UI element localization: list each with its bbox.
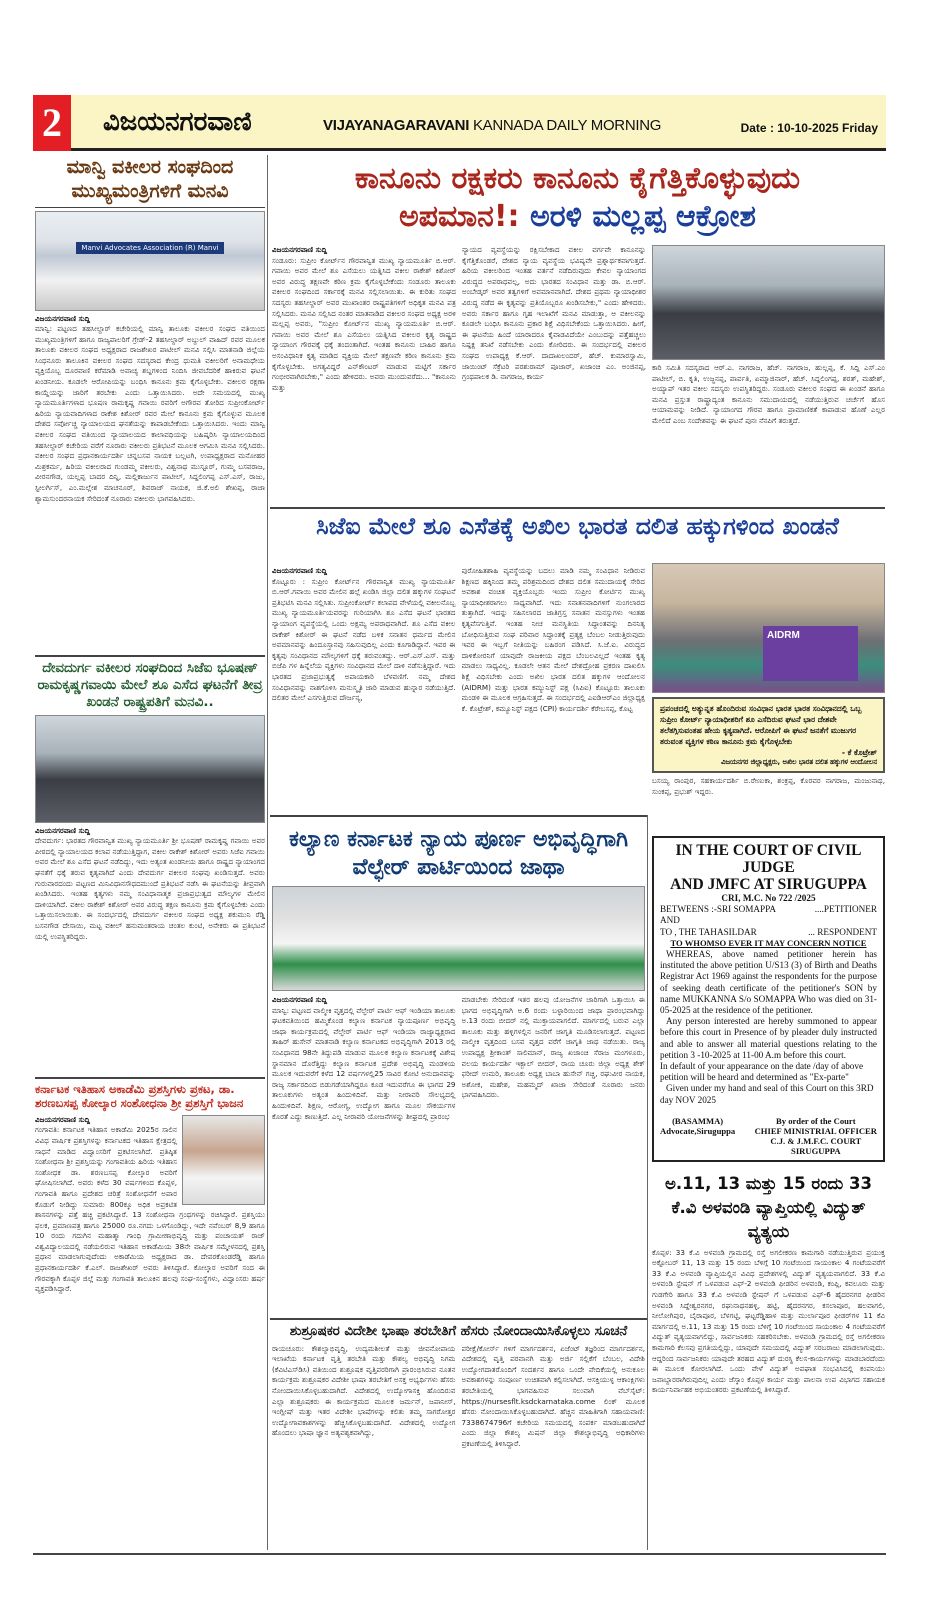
column-divider [647, 815, 648, 1550]
story-text: ಮಾನ್ವಿ: ಪಟ್ಟಣದ ತಹಸೀಲ್ದಾರ್ ಕಚೇರಿಯಲ್ಲಿ ಮಾನ್ವಿ ತಾಲೂಕು ವಕೀಲರ ಸಂಘದ ವತಿಯಿಂದ ಮುಖ್ಯಮಂತ್ರಿಗಳಿಗೆ ಹಾಗೂ ರಾಜ್ಯಪಾಲರಿಗೆ ಗ್ರೇಡ್-2 ತಹಸೀಲ್ದಾರ್ ಅಬ್ದುಲ್ ವಾಹಿದ್ ರವರ ಮೂಲಕ ತಾಲೂಕು ವಕೀಲರ ಸಂಘದ ಅಧ್ಯಕ್ಷರಾದ ರಾಜಶೇಖರ ಪಾಟೀಲ್ ಮನವಿ ಸಲ್ಲಿಸಿ ಮಾತನಾಡಿ ಜಿಲ್ಲೆಯ ಸಿಂಧನೂರು ತಾಲೂಕಿನ ವಕೀಲರ ಸಂಘದ ಸದಸ್ಯರಾದ ಕೇಂದ್ರ ಧುಮತಿ ವಕೀಲರಿಗೆ ಅನಾಮಧೇಯ ವ್ಯಕ್ತಿಯೊಬ್ಬ ದೂರವಾಣಿ ಕರೆಮಾಡಿ ಅವಾಚ್ಯ ಶಬ್ದಗಳಿಂದ ನಿಂದಿಸಿ ಜೀವಬೆದರಿಕೆ ಹಾಕಿರುವ ಘಟನೆ ಖಂಡನೀಯ. ಕೂಡಲೇ ಆರೋಪಿಯನ್ನು ಬಂಧಿಸಿ ಕಾನೂನು ಕ್ರಮ ಕೈಗೊಳ್ಳಬೇಕು. ವಕೀಲರ ರಕ್ಷಣಾ ಕಾಯ್ದೆಯನ್ನು ಜಾರಿಗೆ ತರಬೇಕು ಎಂದು ಒತ್ತಾಯಿಸಿದರು. ಅದೇ ಸಮಯದಲ್ಲಿ ಮುಖ್ಯ ನ್ಯಾಯಮೂರ್ತಿಗಳಾದ ಭೂಷಣ ರಾಮಕೃಷ್ಣ ಗವಾಯಿ ರವರಿಗೆ ಅಗೌರವ ತೋರಿದ ಸುಪ್ರೀಂಕೋರ್ಟ್ ಹಿರಿಯ ನ್ಯಾಯವಾದಿಗಳಾದ ರಾಕೇಶ ಕಿಶೋರ್ ರವರ ಮೇಲೆ ಕಾನೂನು ಕ್ರಮ ಕೈಗೊಳ್ಳುವ ಮೂಲಕ ದೇಶದ ಸರ್ವೋಚ್ಚ ನ್ಯಾಯಾಲಯದ ಘನತೆಯನ್ನು ಕಾಪಾಡಬೇಕೆಂದು ಒತ್ತಾಯಿಸಿದರು. ಇಂದು ಮಾನ್ವಿ ವಕೀಲರ ಸಂಘದ ವತಿಯಿಂದ ನ್ಯಾಯಾಲಯದ ಕಾಲಾವಧಿಯನ್ನು ಬಹಿಷ್ಕರಿಸಿ ನ್ಯಾಯಾಲಯದಿಂದ ತಹಸೀಲ್ದಾರ್ ಕಚೇರಿಯ ವರೆಗೆ ನೂರಾರು ವಕೀಲರು ಪ್ರತಿಭಟನೆ ಮೂಲಕ ಆಗಮಿಸಿ ಮನವಿ ಸಲ್ಲಿಸಿದರು. ವಕೀಲರ ಸಂಘದ ಪ್ರಧಾನಕಾರ್ಯದರ್ಶಿ ಚನ್ನಬಸವ ನಾಯಕ ಬಲ್ಲಟಗಿ, ಉಪಾಧ್ಯಕ್ಷರಾದ ಮನೋಹರ ಮಿಶ್ರಕರ್ಮ, ಹಿರಿಯ ವಕೀಲರಾದ ಗುಂಡಮ್ಮ ವಕೀಲರು, ವಿಶ್ವನಾಥ ಮುಸ್ಟೂರ್, ಗುಮ್ಮ ಬಸವರಾಜ, ವೀರನಗೌಡ, ಯಲ್ಲಪ್ಪ ಬಾದರ ದಿನ್ನಿ, ಮಲ್ಲಿಕಾರ್ಜುನ ಪಾಟೀಲ್, ಸಿದ್ದಲಿಂಗಪ್ಪ ಎಸ್.ಎಸ್, ರಾಜು, ಸ್ಟೀಲರ್ಗಿಸ್, ಎಂ.ಮಲ್ಲೇಶ ಮಾಚನೂರ್, ಶಿವರಾಜ್ ನಾಯಕ, ಜಿ.ಕೆ.ಅಲಿ ಶೇಖಪ್ಪ, ರಾಜಾ ಶ್ಯಾಮಸುಂದರನಾಯಕ ಸೇರಿದಂತೆ ನೂರಾರು ವಕೀಲರು ಭಾಗವಹಿಸಿದರು. [35, 324, 265, 503]
story-text: ದೇವದುರ್ಗ: ಭಾರತದ ಗೌರವಾನ್ವಿತ ಮುಖ್ಯ ನ್ಯಾಯಮೂರ್ತಿ ಶ್ರೀ ಭೂಷಣ್ ರಾಮಕೃಷ್ಣ ಗವಾಯಿ ಅವರ ಪೀಠದಲ್ಲಿ ನ್ಯಾಯಾಲಯದ ಕಲಾಪ ನಡೆಯುತ್ತಿದ್ದಾಗ, ವಕೀಲ ರಾಕೇಶ್ ಕಿಶೋರ್ ಅವರು ಸಿಜೆಐ ಗವಾಯಿ ಅವರ ಮೇಲೆ ಶೂ ಎಸೆದ ಘಟನೆ ನಡೆದಿದ್ದು, ಇದು ಅತ್ಯಂತ ಖಂಡನೀಯ ಹಾಗೂ ರಾಷ್ಟ್ರದ ನ್ಯಾಯಾಂಗದ ಘನತೆಗೆ ಧಕ್ಕೆ ತರುವ ಕೃತ್ಯವಾಗಿದೆ ಎಂದು ದೇವದುರ್ಗ ವಕೀಲರ ಸಂಘವು ಖಂಡಿಸುತ್ತದೆ. ಅವರು ಗುರುವಾರದಂದು ಪಟ್ಟಣದ ಮಿನಿವಿಧಾನಸೌಧದಮುಂದೆ ಪ್ರತಿಭಟನೆ ನಡೆಸಿ ಈ ಘಟನೆಯನ್ನು ತೀವ್ರವಾಗಿ ಖಂಡಿಸಿದರು. ಇಂತಹ ಕೃತ್ಯಗಳು ನಮ್ಮ ಸಂವಿಧಾನಾತ್ಮಕ ಪ್ರಜಾಪ್ರಭುತ್ವದ ಮೌಲ್ಯಗಳ ಮೇಲಿನ ದಾಳಿಯಾಗಿದೆ. ವಕೀಲ ರಾಕೇಶ್ ಕಿಶೋರ್ ಅವರ ವಿರುದ್ಧ ತಕ್ಷಣ ಕಾನೂನು ಕ್ರಮ ಕೈಗೊಳ್ಳಬೇಕು ಎಂದು ಒತ್ತಾಯಿಸಲಾಯಿತು. ಈ ಸಂದರ್ಭದಲ್ಲಿ ದೇವದುರ್ಗ ವಕೀಲರ ಸಂಘದ ಅಧ್ಯಕ್ಷ ಶಕುಮುನಿ ರೆಡ್ಡಿ ಬಸನಗೌಡ ದೇಸಾಯಿ, ಮಟ್ಟ ವಕೀಲ್ ಹನುಮಂತರಾಯ ಚಂತಲ ಕುಂಟಿ, ಅನೇಕರು ಈ ಪ್ರತಿಭಟನೆ ಯಲ್ಲಿ ಉಪಸ್ಥಿತರಿದ್ದರು. [35, 836, 265, 941]
story-section [270, 826, 647, 1315]
dateline: ವಿಜಯನಗರವಾಣಿ ಸುದ್ದಿ [272, 245, 327, 254]
story-body [35, 314, 265, 654]
divider [35, 1077, 265, 1079]
notice-para: WHEREAS, above named petitioner herein has instituted the above petition U/S13 (3) of Birth and Deaths Registrar Act 1969 against the respondents for the purpose of seeking death certificate of the petitioner's SON by name MUKKANNA S/o SOMAPPA Who was died on 31-05-2025 at the residence of the petitioner. [660, 949, 877, 1016]
story-headline: ದೇವದುರ್ಗ ವಕೀಲರ ಸಂಘದಿಂದ ಸಿಜೆಐ ಭೂಷಣ್ ರಾಮಕೃಷ್ಣಗವಾಯಿ ಮೇಲೆ ಶೂ ಎಸೆದ ಘಟನೆಗೆ ತೀವ್ರ ಖಂಡನೆ ರಾಷ್ಟ್ರಪತಿಗೆ ಮನವಿ.. [37, 660, 263, 710]
cji-photo-column [652, 563, 885, 831]
story-text: ನ್ಯಾಯದ ವ್ಯವಸ್ಥೆಯನ್ನು ರಕ್ಷಿಸಬೇಕಾದ ವಕೀಲ ವರ್ಗವೇ ಕಾನೂನನ್ನು ಕೈಗೆತ್ತಿಕೊಂಡರೆ, ದೇಶದ ನ್ಯಾಯ ವ್ಯವಸ್ಥೆಯ ಭವಿಷ್ಯವೇ ಪ್ರಶ್ನಾರ್ಥಕವಾಗುತ್ತದೆ. ಹಿರಿಯ ವಕೀಲರಿಂದ ಇಂತಹ ವರ್ತನೆ ನಡೆದಿರುವುದು ಕೇವಲ ನ್ಯಾಯಾಂಗದ ವಿರುದ್ಧದ ಅಪರಾಧವಲ್ಲ, ಅದು ಭಾರತದ ಸಂವಿಧಾನ ಮತ್ತು ಡಾ. ಬಿ.ಆರ್. ಅಂಬೇಡ್ಕರ್ ಅವರ ತತ್ವಗಳಿಗೆ ಅವಮಾನವಾಗಿದೆ. ದೇಶದ ಪ್ರಥಮ ನ್ಯಾಯಾಧೀಶರ ವಿರುದ್ಧ ನಡೆದ ಈ ಕೃತ್ಯವನ್ನು ಪ್ರತಿಯೊಬ್ಬರೂ ಖಂಡಿಸಬೇಕು," ಎಂದು ಹೇಳಿದರು. ಅವರು ಸರ್ಕಾರ ಹಾಗೂ ಗೃಹ ಇಲಾಖೆಗೆ ಮನವಿ ಮಾಡುತ್ತಾ, ಆ ವಕೀಲನನ್ನು ಕೂಡಲೇ ಬಂಧಿಸಿ ಕಾನೂನು ಪ್ರಕಾರ ಶಿಕ್ಷೆ ವಿಧಿಸಬೇಕೆಂದು ಒತ್ತಾಯಿಸಿದರು. ಹೀಗೆ, ಈ ಘಟನೆಯ ಹಿಂದೆ ಯಾರಾದರೂ ಕೈವಾಡವಿದೆಯೇ ಎಂಬುದನ್ನು ಪತ್ತೆಹಚ್ಚಲು ನಿಷ್ಪಕ್ಷ ತನಿಖೆ ನಡೆಸಬೇಕು ಎಂದು ಕೋರಿದರು. ಈ ಸಂದರ್ಭದಲ್ಲಿ ವಕೀಲರ ಸಂಘದ ಉಪಾಧ್ಯಕ್ಷ ಕೆ.ಆರ್. ದಾದಾಖಲಂದರ್, ಹೆಚ್. ಕುಮಾರಸ್ವಾಮಿ, ಜಾಯಿಂಟ್ ಸೆಕ್ರೆಟರಿ ಪರಶುರಾಮ್ ಪೂಜಾರ್, ಖಜಾಂಚಿ ಎಂ. ಅಂಜಿನಪ್ಪ, ಗ್ರಂಥಪಾಲಕ ಡಿ. ನಾಗರಾಜ, ಕಾರ್ಯ [462, 245, 646, 382]
photo-banner: AIDRM [763, 626, 858, 681]
dateline: ವಿಜಯನಗರವಾಣಿ ಸುದ್ದಿ [272, 566, 327, 575]
quote-box [652, 697, 885, 773]
advocate-role: Advocate,Siruguppa [660, 1125, 736, 1136]
notice-heading: TO WHOMSO EVER IT MAY CONCERN NOTICE [670, 937, 867, 948]
order-line: SIRUGUPPA [791, 1145, 841, 1156]
notice-para: In default of your appearance on the date /day of above petition will be heard and determined as "Ex-parte" [660, 1061, 864, 1083]
story-body [652, 776, 885, 797]
story-body [462, 1344, 646, 1547]
bottom-rule [33, 1553, 886, 1555]
respondent-label: ... RESPONDENT [808, 926, 877, 937]
dateline: ವಿಜಯನಗರವಾಣಿ ಸುದ್ದಿ [35, 825, 90, 835]
lead-headline-line2b: ಅರಳಿ ಮಲ್ಲಪ್ಪ ಆಕ್ರೋಶ [529, 198, 756, 234]
english-name: VIJAYANAGARAVANI [323, 117, 470, 134]
story-body [272, 1344, 456, 1547]
lead-headline-line1: ಕಾನೂನು ರಕ್ಷಕರು ಕಾನೂನು ಕೈಗೆತ್ತಿಕೊಳ್ಳುವುದು [354, 161, 801, 196]
divider [270, 815, 647, 817]
story-section [270, 1324, 647, 1547]
order-line: C.J. & J.M.F.C. COURT [770, 1135, 862, 1146]
notice-para: Any person interested are hereby summoned to appear before this court in Presence of by pleader duly instructed and able to answer all material questions relating to the petition 3 -10-2025 at 11-00 A.m before this court. [660, 1016, 877, 1060]
masthead-title: ವಿಜಯನಗರವಾಣಿ [103, 107, 252, 137]
story-text: ಗಂಗಾವತಿ: ಕರ್ನಾಟಕ ಇತಿಹಾಸ ಅಕಾಡೆಮಿ 2025ರ ಸಾಲಿನ ವಿವಿಧ ವಾರ್ಷಿಕ ಪ್ರಶಸ್ತಿಗಳನ್ನು ಕರ್ನಾಟಕದ ಇತಿಹಾಸ ಕ್ಷೇತ್ರದಲ್ಲಿ ಸಾಧನೆ ಮಾಡಿದ ವಿದ್ವಾಂಸರಿಗೆ ಪ್ರಕಟಿಸಲಾಗಿದೆ. ಪ್ರತಿಷ್ಠಿತ ಸಂಶೋಧನಾ ಶ್ರೀ ಪ್ರಶಸ್ತಿಯನ್ನು ಗಂಗಾವತಿಯ ಹಿರಿಯ ಇತಿಹಾಸ ಸಂಶೋಧಕ ಡಾ. ಶರಣಬಸಪ್ಪ ಕೋಲ್ಕಾರ ಅವರಿಗೆ ಘೋಷಿಸಲಾಗಿದೆ. ಅವರು ಕಳೆದ 30 ವರ್ಷಗಳಿಂದ ಕೊಪ್ಪಳ, ಗಂಗಾವತಿ ಹಾಗೂ ಪ್ರದೇಶದ ಚರಿತ್ರೆ ಸಂಶೋಧನೆಗೆ ಅಪಾರ ಕೊಡುಗೆ ನೀಡಿದ್ದು ಸುಮಾರು 800ಕ್ಕೂ ಅಧಿಕ ಅಪ್ರಕಟಿತ ಶಾಸನಗಳನ್ನು ಪತ್ತೆ ಹಚ್ಚಿ ಪ್ರಕಟಿಸಿದ್ದಾರೆ. 13 ಸಂಶೋಧನಾ ಗ್ರಂಥಗಳನ್ನು ರಚಿಸಿದ್ದಾರೆ. ಪ್ರಶಸ್ತಿಯು ಫಲಕ, ಪ್ರಮಾಣಪತ್ರ ಹಾಗೂ 25000 ರೂ.ನಗದು ಒಳಗೊಂಡಿದ್ದು, ಇದೇ ನವೆಂಬರ್ 8,9 ಹಾಗೂ 10 ರಂದು ಗದುಗಿನ ಮಹಾತ್ಮಾ ಗಾಂಧಿ ಗ್ರಾಮೀಣಾಭಿವೃದ್ಧಿ ಮತ್ತು ಪಂಚಾಯತ್ ರಾಜ್ ವಿಶ್ವವಿದ್ಯಾಲಯದಲ್ಲಿ ನಡೆಯಲಿರುವ ಇತಿಹಾಸ ಅಕಾಡೆಮಿಯ 38ನೇ ವಾರ್ಷಿಕ ಸಮ್ಮೇಳನದಲ್ಲಿ ಪ್ರಶಸ್ತಿ ಪ್ರಧಾನ ಮಾಡಲಾಗುವುದೆಂದು ಅಕಾಡೆಮಿಯ ಅಧ್ಯಕ್ಷರಾದ ಡಾ. ದೇವರಕೊಂಡರೆಡ್ಡಿ ಹಾಗೂ ಪ್ರಧಾನಕಾರ್ಯದರ್ಶಿ ಕೆ.ಎಲ್. ರಾಜಶೇಖರ್ ಅವರು ತಿಳಿಸಿದ್ದಾರೆ. ಕೋಲ್ಕಾರ ಅವರಿಗೆ ಸಂದ ಈ ಗೌರವಕ್ಕಾಗಿ ಕೊಪ್ಪಳ ಜಿಲ್ಲೆ ಮತ್ತು ಗಂಗಾವತಿ ತಾಲೂಕಿನ ಹಲವು ಸಂಘ-ಸಂಸ್ಥೆಗಳು, ವಿದ್ವಾಂಸರು ಹರ್ಷ ವ್ಯಕ್ತಪಡಿಸಿದ್ದಾರೆ. [35, 1125, 265, 1294]
order-line: By order of the Court [776, 1115, 856, 1126]
divider [35, 207, 265, 208]
story-text: ಪುರೋಹಿತಶಾಹಿ ವ್ಯವಸ್ಥೆಯನ್ನು ಬದಲು ಮಾಡಿ ನಮ್ಮ ಸಂವಿಧಾನ ನೀಡಿರುವ ಶಿಕ್ಷಣದ ಹಕ್ಕಿನಿಂದ ತಮ್ಮ ಪರಿಶ್ರಮದಿಂದ ದೇಶದ ದಲಿತ ಸಮುದಾಯಕ್ಕೆ ಸೇರಿದ ಅವಕಾಶ ವಂಚಿತ ವ್ಯಕ್ತಿಯೊಬ್ಬರು ಇಂದು ಸುಪ್ರೀಂ ಕೋರ್ಟಿನ ಮುಖ್ಯ ನ್ಯಾಯಾಧೀಶರಾಗಲು ಸಾಧ್ಯವಾಗಿದೆ. ಇದು ಸನಾತನವಾದಿಗಳಿಗೆ ನುಂಗಲಾರದ ತುತ್ತಾಗಿದೆ. ಇದನ್ನು ಸಹಿಸಲಾರದ ಜಾತಿಗ್ರಸ್ತ ಸನಾತನ ಮನಸ್ಸುಗಳು ಇಂತಹ ಕೃತ್ಯವೆಸಗುತ್ತಿವೆ. ಇಂತಹ ನೀಚ ಮನಸ್ಥಿತಿಯ ಸಿದ್ಧಾಂತವನ್ನು ದಿನನಿತ್ಯ ಬೋಧಿಸುತ್ತಿರುವ ಸಂಘ ಪರಿವಾರ ಸಿದ್ಧಾಂತಕ್ಕೆ ಪ್ರತ್ಯಕ್ಷ ಬೆಂಬಲ ನೀಡುತ್ತಿರುವುದು ಇವರ ಈ ಇಬ್ಬಗೆ ನೀತಿಯನ್ನು ಬಹಿರಂಗ ಪಡಿಸಿದೆ. ಸಿ.ಜೆ.ಐ. ವಿರುದ್ಧದ ದಾಳಿಕೋರನಿಗೆ ಯಾವುದೇ ರಾಜಕೀಯ ಪಕ್ಷದ ಬೆಂಬಲವಿಲ್ಲದೆ ಇಂತಹ ಕೃತ್ಯ ಮಾಡಲು ಸಾಧ್ಯವಿಲ್ಲ. ಕೂಡಲೇ ಆತನ ಮೇಲೆ ದೇಶದ್ರೋಹ ಪ್ರಕರಣ ದಾಖಲಿಸಿ ಶಿಕ್ಷೆ ವಿಧಿಸಬೇಕು ಎಂದು ಅಖಿಲ ಭಾರತ ದಲಿತ ಹಕ್ಕುಗಳ ಆಂದೋಲನ (AIDRM) ಮತ್ತು ಭಾರತ ಕಮ್ಯುನಿಸ್ಟ್ ಪಕ್ಷ (ಸಿಪಿಐ) ಕೊಟ್ಟೂರು ತಾಲೂಕು ಮಂಡಳಿ ಈ ಮೂಲಕ ಆಗ್ರಹಿಸುತ್ತದೆ. ಈ ಸಂದರ್ಭದಲ್ಲಿ ಎಐಡಿಆರ್‌ಎಂ ಜಿಲ್ಲಾಧ್ಯಕ್ಷ ಕೆ. ಕೊಟ್ರೇಶ್, ಕಮ್ಯೂನಿಸ್ಟ್ ಪಕ್ಷದ (CPI) ಕಾರ್ಯದರ್ಶಿ ಕೆರೇಬಸಪ್ಪ, ಕೊಟ್ಟ [461, 566, 645, 713]
photo-banner: Manvi Advocates Association (R) Manvi [76, 242, 224, 254]
news-photo [652, 563, 885, 693]
story-text: ಕಾರಿ ಸಮಿತಿ ಸದಸ್ಯರಾದ ಆರ್.ಎ. ನಾಗರಾಜ, ಹೆಚ್. ನಾಗರಾಜ, ಹುಲ್ಲಪ್ಪ, ಕೆ. ಸಿದ್ದಿ ಎಸ್.ಎಂ ಪಾಟೀಲ್, ಬಿ. ಕೃತಿ, ಉಜ್ಜನಪ್ಪ, ಪಾರ್ವತಿ, ಏಮ್ಮಾಜಿನಾರ್, ಹೆಚ್. ಸಿದ್ದಲಿಂಗಪ್ಪ, ಶರತ್, ಮಹೇಶ್, ಅಯ್ಯಾಪ್ ಇತರ ವಕೀಲ ಸದಸ್ಯರು ಉಪಸ್ಥಿತರಿದ್ದರು. ಸಂಡೂರು ವಕೀಲರ ಸಂಘದ ಈ ಖಂಡನೆ ಹಾಗೂ ಮನವಿ ಪ್ರಸ್ತುತ ರಾಷ್ಟ್ರಾದ್ಯಂತ ಕಾನೂನು ಸಮುದಾಯದಲ್ಲಿ ನಡೆಯುತ್ತಿರುವ ಚರ್ಚೆಗೆ ಹೊಸ ಆಯಾಮವನ್ನು ನೀಡಿದೆ. ನ್ಯಾಯಾಂಗದ ಗೌರವ ಹಾಗೂ ಪ್ರಾಮಾಣಿಕತೆ ಕಾಪಾಡುವ ಹೊಣೆ ಎಲ್ಲರ ಮೇಲಿದೆ ಎಂಬ ಸಂದೇಶವನ್ನು ಈ ಘಟನೆ ಪುನಃ ನೆನಪಿಗೆ ತರುತ್ತದೆ. [652, 363, 885, 425]
story-columns [272, 566, 645, 811]
quote-text: ಪ್ರಪಂಚದಲ್ಲಿ ಅತ್ಯುನ್ನತ ಹೊಂದಿರುವ ಸಂವಿಧಾನ ಭಾರತ ಭಾರತ ಸಂವಿಧಾನದಲ್ಲಿ ಒಬ್ಬ ಸುಪ್ರೀಂ ಕೋರ್ಟ್ ನ್ಯಾಯಾಧೀಶರಿಗೆ ಶೂ ಎಸೆದಿರುವ ಘಟನೆ ಭಾರ ದೇಶವೇ ತಲೆತಗ್ಗಿಸುವಂತಹ ಹೇಯ ಕೃತ್ಯವಾಗಿದೆ. ಆರೋಪಿಗೆ ಈ ಘಟನೆ ಜನತೆಗೆ ಮುಜುಗರ ತರುವಂತ ವ್ಯಕ್ತಿಗಳ ಕಠಿಣ ಕಾನೂನು ಕ್ರಮ ಕೈಗೊಳ್ಳಬೇಕು [660, 704, 862, 746]
story-headline: ಶುಶ್ರೂಷಕರ ವಿದೇಶೀ ಭಾಷಾ ತರಬೇತಿಗೆ ಹೆಸರು ನೋಂದಾಯಿಸಿಕೊಳ್ಳಲು ಸೂಚನೆ [289, 1324, 628, 1339]
story-body [272, 995, 456, 1315]
lead-headline [270, 160, 885, 235]
story-text: ಸಂಡೂರು: ಸುಪ್ರೀಂ ಕೋರ್ಟ್‌ನ ಗೌರವಾನ್ವಿತ ಮುಖ್ಯ ನ್ಯಾಯಮೂರ್ತಿ ಬಿ.ಆರ್. ಗವಾಯಿ ಅವರ ಮೇಲೆ ಶೂ ಎಸೆಯಲು ಯತ್ನಿಸಿದ ವಕೀಲ ರಾಕೇಶ್ ಕಿಶೋರ್ ಅವರ ವಿರುದ್ಧ ತಕ್ಷಣವೇ ಕಠಿಣ ಕ್ರಮ ಕೈಗೊಳ್ಳಬೇಕೆಂದು ಸಂಡೂರು ತಾಲೂಕು ವಕೀಲರ ಸಂಘದಿಂದ ಸರ್ಕಾರಕ್ಕೆ ಮನವಿ ಸಲ್ಲಿಸಲಾಯಿತು. ಈ ಕುರಿತು ಸಂಘದ ಸದಸ್ಯರು ತಹಸೀಲ್ದಾರ್ ಅವರ ಮುಖಾಂತರ ರಾಷ್ಟ್ರಪತಿಗಳಿಗೆ ಅಧಿಕೃತ ಮನವಿ ಪತ್ರ ಸಲ್ಲಿಸಿದರು. ಮನವಿ ಸಲ್ಲಿಸಿದ ನಂತರ ಮಾತನಾಡಿದ ವಕೀಲರ ಸಂಘದ ಅಧ್ಯಕ್ಷ ಅರಳಿ ಮಲ್ಲಪ್ಪ ಅವರು, "ಸುಪ್ರೀಂ ಕೋರ್ಟ್‌ನ ಮುಖ್ಯ ನ್ಯಾಯಮೂರ್ತಿ ಬಿ.ಆರ್. ಗವಾಯಿ ಅವರ ಮೇಲೆ ಶೂ ಎಸೆಯಲು ಯತ್ನಿಸಿದ ವಕೀಲರ ಕೃತ್ಯ ರಾಷ್ಟ್ರದ ನ್ಯಾಯಾಂಗ ಗೌರವಕ್ಕೆ ಧಕ್ಕೆ ತಂದಂತಾಗಿದೆ. ಇಂತಹ ಕಾನೂನು ಬಾಹಿರ ಹಾಗೂ ಅಸಂವಿಧಾನಿಕ ಕೃತ್ಯ ಮಾಡಿದ ವ್ಯಕ್ತಿಯ ಮೇಲೆ ತಕ್ಷಣವೇ ಕಠಿಣ ಕಾನೂನು ಕ್ರಮ ಕೈಗೊಳ್ಳಬೇಕು. ಅಗತ್ಯವಿದ್ದರೆ ಎನ್‌ಕೌಂಟರ್ ಮಾಡುವ ಮಟ್ಟಿಗೆ ಸರ್ಕಾರ ಗಂಭೀರವಾಗಿರಬೇಕು," ಎಂದು ಹೇಳಿದರು. ಅವರು ಮುಂದುವರೆದು... "ಕಾನೂನು ಮತ್ತು [272, 255, 456, 392]
lead-headline-line2a: ಅಪಮಾನ!: [399, 198, 520, 234]
story-headline: ಕಲ್ಯಾಣ ಕರ್ನಾಟಕ ನ್ಯಾಯ ಪೂರ್ಣ ಅಭಿವೃದ್ಧಿಗಾಗಿ ವೆಲ್ಫೇರ್ ಪಾರ್ಟಿಯಿಂದ ಜಾಥಾ [288, 827, 629, 880]
story-text: ಬಸಯ್ಯ ರಾಂಪುರ, ಸಹಕಾರ್ಯದರ್ಶಿ ಬಿ.ರೇಣುಕಾ, ಶಂಕ್ರಪ್ಪ, ಕೊರವರ ನಾಗರಾಜ, ಮಂಜುನಾಥ, ಸುಂಕಪ್ಪ, ಪ್ರಭುಶ್ ಇದ್ದರು. [652, 776, 885, 796]
news-photo [652, 245, 885, 360]
divider [270, 507, 885, 509]
story-headline: ಕರ್ನಾಟಕ ಇತಿಹಾಸ ಅಕಾಡೆಮಿ ಪ್ರಶಸ್ತಿಗಳು ಪ್ರಕಟ, ಡಾ. ಶರಣಬಸಪ್ಪ ಕೋಲ್ಕಾರ ಸಂಶೋಧನಾ ಶ್ರೀ ಪ್ರಶಸ್ತಿಗೆ ಭಾಜನ [35, 1082, 244, 1111]
story-headline: ಸಿಜೆಐ ಮೇಲೆ ಶೂ ಎಸೆತಕ್ಕೆ ಅಖಿಲ ಭಾರತ ದಲಿತ ಹಕ್ಕುಗಳಿಂದ ಖಂಡನೆ [316, 512, 839, 540]
dateline: ವಿಜಯನಗರವಾಣಿ ಸುದ್ದಿ [35, 313, 90, 323]
story-text: ಪರೀಕ್ಷೆ/ಕೋರ್ಸ್ ಗಳಿಗೆ ಮಾರ್ಗದರ್ಶನ, ಏಜೆಂಟ್ ತಜ್ಞರಿಂದ ಮಾರ್ಗದರ್ಶನ, ವಿದೇಶದಲ್ಲಿ ವೃತ್ತಿ ಪರವಾನಗಿ ಮತ್ತು ಅರ್ಜಿ ಸಲ್ಲಿಕೆಗೆ ಬೆಂಬಲ, ವಿದೇಶಿ ಉದ್ಯೋಗದಾತರೊಂದಿಗೆ ಸಂದರ್ಶನ ಹಾಗೂ ಒಂದೇ ವೇದಿಕೆಯಲ್ಲಿ ಅನುಕೂಲ ಅವಕಾಶಗಳನ್ನು ಸಂಪೂರ್ಣ ಉಚಿತವಾಗಿ ಕಲ್ಪಿಸಲಾಗಿದೆ. ಆಸಕ್ತಿಯುಳ್ಳ ಆಕಾಂಕ್ಷಿಗಳು ತರಬೇತಿಯಲ್ಲಿ ಭಾಗವಹಿಸುವ ಸಲುವಾಗಿ ವೆಬ್‌ಸೈಟ್: https://nursesflt.ksdckarnataka.come ಲಿಂಕ್ ಮೂಲಕ ಹೆಸರು ನೋಂದಾಯಿಸಿಕೊಳ್ಳಬಹುದಾಗಿದೆ. ಹೆಚ್ಚಿನ ಮಾಹಿತಿಗಾಗಿ ಸಹಾಯವಾಣಿ: 7338674796ಗೆ ಕಚೇರಿಯ ಸಮಯದಲ್ಲಿ ಸಂಪರ್ಕ ಮಾಡಬಹುದಾಗಿದೆ ಎಂದು ಜಿಲ್ಲಾ ಕೌಶಲ್ಯ ಮಿಷನ್ ಜಿಲ್ಲಾ ಕೌಶಲ್ಯಾಭಿವೃದ್ಧಿ ಅಧಿಕಾರಿಗಳು ಪ್ರಕಟಣೆಯಲ್ಲಿ ತಿಳಿಸಿದ್ದಾರೆ. [461, 1343, 645, 1448]
story-body [462, 245, 646, 505]
right-column-lower [652, 836, 885, 1547]
divider [35, 655, 265, 657]
story-body [272, 245, 456, 505]
masthead-bar [33, 95, 886, 151]
lead-story-columns [270, 245, 885, 505]
story-body [462, 995, 646, 1315]
quote-author: - ಕೆ ಕೊಟ್ರೇಶ್ [841, 748, 877, 757]
issue-date: Date : 10-10-2025 Friday [740, 121, 878, 135]
notice-title-line1: IN THE COURT OF CIVIL JUDGE [675, 842, 862, 876]
petitioner-name: BETWEENS :-SRI SOMAPPA [660, 904, 777, 915]
lead-story [270, 160, 885, 505]
story-text: ಕೊಟ್ಟೂರು : ಸುಪ್ರೀಂ ಕೋರ್ಟ್‌ನ ಗೌರವಾನ್ವಿತ ಮುಖ್ಯ ನ್ಯಾಯಮೂರ್ತಿ ಬಿ.ಆರ್.ಗವಾಯಿ ಅವರ ಮೇಲಿನ ಹಲ್ಲೆ ಖಂಡಿಸಿ ಜಿಲ್ಲಾ ದಲಿತ ಹಕ್ಕುಗಳ ಸಂಘಟನೆ ಪ್ರತಿಭಟಿಸಿ ಮನವಿ ಸಲ್ಲಿಸಿತು. ಸುಪ್ರೀಂಕೋರ್ಟ್ ಕಲಾಪದ ವೇಳೆಯಲ್ಲಿ ವಕೀಲನೊಬ್ಬ ಮುಖ್ಯ ನ್ಯಾಯಮೂರ್ತಿಯವರನ್ನು ಗುರಿಯಾಗಿಸಿ ಶೂ ಎಸೆದ ಘಟನೆ ಭಾರತದ ನ್ಯಾಯಾಂಗ ವ್ಯವಸ್ಥೆಯಲ್ಲಿ ಒಂದು ಅಕ್ಷಮ್ಯ ಅಪರಾಧವಾಗಿದೆ. ಶೂ ಎಸೆದ ವಕೀಲ ರಾಕೇಶ್ ಕಿಶೋರ್ ಈ ಘಟನೆ ನಡೆದ ಬಳಿಕ ಸನಾತನ ಧರ್ಮದ ಮೇಲಿನ ಅವಮಾನವನ್ನು ಹಿಂದೂಸ್ತಾನವು ಸಹಿಸುವುದಿಲ್ಲ ಎಂದು ಕೂಗಾಡಿದ್ದಾನೆ. ಇವರ ಈ ಕೃತ್ಯವು ಸಂವಿಧಾನದ ಮೌಲ್ಯಗಳಿಗೆ ಧಕ್ಕೆ ತರುವಂತದ್ದು. ಆರ್.ಎಸ್.ಎಸ್. ಮತ್ತು ಬಿಜೆಪಿ ಗಳ ಹಿನ್ನೆಲೆಯ ವ್ಯಕ್ತಿಗಳು ಸಂವಿಧಾನದ ಮೇಲೆ ದಾಳಿ ನಡೆಸುತ್ತಿದ್ದಾರೆ. ಇದು ಭಾರತದ ಪ್ರಜಾಪ್ರಭುತ್ವಕ್ಕೆ ಅಪಾಯಕಾರಿ ಬೆಳವಣಿಗೆ. ನಮ್ಮ ದೇಶದ ಸಂವಿಧಾನವನ್ನು ನಾಶಗೊಳಿಸಿ ಮನುಸ್ಮೃತಿ ಜಾರಿ ಮಾಡುವ ಹುನ್ನಾರ ನಡೆಯುತ್ತಿದೆ. ದಲಿತರ ಮೇಲೆ ಎಸಗುತ್ತಿರುವ ದೌರ್ಜನ್ಯ, [272, 576, 456, 703]
news-photo [35, 715, 265, 823]
advocate-name: (BASAMMA) [672, 1115, 724, 1126]
notice-para: Given under my hand and seal of this Court on this 3RD day NOV 2025 [660, 1083, 874, 1105]
court-notice [652, 836, 885, 1162]
and-label: AND [660, 915, 680, 926]
story-body [652, 363, 885, 505]
column-divider [267, 155, 268, 1550]
dateline: ವಿಜಯನಗರವಾಣಿ ಸುದ್ದಿ [272, 995, 327, 1004]
news-photo [272, 886, 645, 991]
story-section [35, 156, 265, 653]
story-text: ರಾಯಚೂರು: ಕೌಶಲ್ಯಾಭಿವೃದ್ಧಿ, ಉದ್ಯಮಶೀಲತೆ ಮತ್ತು ಜೀವನೋಪಾಯ ಇಲಾಖೆಯ ಕರ್ನಾಟಕ ವೃತ್ತಿ ತರಬೇತಿ ಮತ್ತು ಕೌಶಲ್ಯ ಅಭಿವೃದ್ಧಿ ನಿಗಮ (ಕೆವಿಟಿಎಸ್‌ಡಿಸಿ) ವತಿಯಿಂದ ಶುಶ್ರೂಷಕ ವೃತ್ತಿಪರರಿಗಾಗಿ ಪ್ರಾರಂಭಿಸಿರುವ ನೂತನ ಕಾರ್ಯಕ್ರಮ ಶುಶ್ರೂಷಕರ ವಿದೇಶೀ ಭಾಷಾ ತರಬೇತಿಗೆ ಅಸಕ್ತ ಅಭ್ಯರ್ಥಿಗಳು ಹೆಸರು ನೋಂದಾಯಿಸಿಕೊಳ್ಳಬಹುದಾಗಿದೆ. ವಿದೇಶದಲ್ಲಿ ಉದ್ಯೋಗಾಸಕ್ತಿ ಹೊಂದಿರುವ ಎಲ್ಲಾ ಶುಶ್ರೂಷಕರು ಈ ಕಾರ್ಯಕ್ರಮದ ಮೂಲಕ ಜರ್ಮನ್, ಜಪಾನೀಸ್, ಇಂಗ್ಲೀಷ್ ಮತ್ತು ಇತರ ವಿದೇಶೀ ಭಾಷೆಗಳನ್ನು ಕಲಿತು ತಮ್ಮ ಸಾಗರೋತ್ತರ ಉದ್ಯೋಗಾವಕಾಶಗಳನ್ನು ಹೆಚ್ಚಿಸಿಕೊಳ್ಳಬಹುದಾಗಿದೆ. ವಿದೇಶದಲ್ಲಿ ಉದ್ಯೋಗ ಹೊಂದಲು ಭಾಷಾ ಜ್ಞಾನ ಅತ್ಯವಶ್ಯಕವಾಗಿದ್ದು, [272, 1343, 456, 1438]
story-text: ಕೊಪ್ಪಳ: 33 ಕೆ.ವಿ ಅಳವಂಡಿ ಗ್ರಾಮದಲ್ಲಿ ರಸ್ತೆ ಅಗಲೀಕರಣ ಕಾಮಗಾರಿ ನಡೆಯುತ್ತಿರುವ ಪ್ರಯುಕ್ತ ಅಕ್ಟೋಬರ್ 11, 13 ಮತ್ತು 15 ರಂದು ಬೆಳಿಗ್ಗೆ 10 ಗಂಟೆಯಿಂದ ಸಾಯಂಕಾಲ 4 ಗಂಟೆಯವರೆಗೆ 33 ಕೆ.ವಿ ಅಳವಂಡಿ ವ್ಯಾಪ್ತಿಯಲ್ಲಿನ ವಿವಿಧ ಪ್ರದೇಶಗಳಲ್ಲಿ ವಿದ್ಯುತ್ ವ್ಯತ್ಯಯವಾಗಲಿದೆ. 33 ಕೆ.ವಿ ಅಳವಂಡಿ ಸ್ಟೇಷನ್ ಗೆ ಒಳಪಡುವ ಎಫ್-2 ಅಳವಂಡಿ ಫೀಡರಿನ ಅಳವಂಡಿ, ಕಂಪ್ಲಿ, ಕವಲೂರು ಮತ್ತು ಗುಡಗೇರಿ ಹಾಗೂ 33 ಕೆ.ವಿ ಅಳವಂಡಿ ಸ್ಟೇಷನ್ ಗೆ ಒಳಪಡುವ ಎಫ್-6 ಹೈದರನಗರ ಫೀಡರಿನ ಅಳವಂಡಿ ಸಿದ್ದೇಶ್ವರನಗರ, ರಘುನಾಥನಹಳ್ಳಿ, ಹಟ್ಟಿ, ಹೈದರನಗರ, ಕಸಲಾಪೂರ, ಹಲವಾಗಲಿ, ನೀಲೋಗಿಪುರ, ಬೈರಾಪೂರ, ಬೆಳಗಟ್ಟಿ, ಘಟ್ಟರೆಡ್ಡಿಹಾಳ ಮತ್ತು ಮುರ್ಲಾಪೂರ ಫೀಡರ್‌ಗಳ 11 ಕೆವಿ ಮಾರ್ಗದಲ್ಲಿ ಅ.11, 13 ಮತ್ತು 15 ರಂದು ಬೆಳಿಗ್ಗೆ 10 ಗಂಟೆಯಿಂದ ಸಾಯಂಕಾಲ 4 ಗಂಟೆಯವರೆಗೆ ವಿದ್ಯುತ್ ವ್ಯತ್ಯಯವಾಗಲಿದ್ದು, ಸಾರ್ವಜನಿಕರು ಸಹಕರಿಸಬೇಕು. ಅಳವಂಡಿ ಗ್ರಾಮದಲ್ಲಿ ರಸ್ತೆ ಅಗಲೀಕರಣ ಕಾಮಗಾರಿ ಕೆಲಸವು ಪ್ರಗತಿಯಲ್ಲಿದ್ದು, ಯಾವುದೇ ಸಮಯದಲ್ಲಿ ವಿದ್ಯುತ್ ಸರಬರಾಜು ಮಾಡಲಾಗುವುದು. ಆದ್ದರಿಂದ ಸಾರ್ವಜನಿಕರು ಯಾವುದೇ ತರಹದ ವಿದ್ಯುತ್ ದುರಸ್ಥಿ ಕೆಲಸ-ಕಾರ್ಯಗಳನ್ನು ಮಾಡಬಾರದೆಂದು ಈ ಮೂಲಕ ಕೋರಲಾಗಿದೆ. ಒಂದು ವೇಳೆ ವಿದ್ಯುತ್ ಅಪಘಾತ ಸಂಭವಿಸಿದಲ್ಲಿ ಕಂಪನಿಯು ಜವಾಬ್ದಾರರಾಗಿರುವುದಿಲ್ಲ ಎಂದು ಜೆಸ್ಕಾಂ ಕೊಪ್ಪಳ ಕಾರ್ಯ ಮತ್ತು ಪಾಲನಾ ಉಪ ವಿಭಾಗದ ಸಹಾಯಕ ಕಾರ್ಯನಿರ್ವಾಹಕ ಅಭಿಯಂತರರು ಪ್ರಕಟಣೆಯಲ್ಲಿ ತಿಳಿಸಿದ್ದಾರೆ. [652, 1247, 885, 1395]
story-columns [272, 995, 645, 1315]
story-section [35, 660, 265, 1074]
story-body [35, 1115, 265, 1547]
page-number: 2 [33, 95, 71, 151]
story-section [35, 1082, 265, 1547]
dateline: ವಿಜಯನಗರವಾಣಿ ಸುದ್ದಿ [35, 1114, 90, 1124]
english-tagline: KANNADA DAILY MORNING [472, 117, 662, 134]
news-photo [35, 211, 265, 311]
case-number: CRI, M.C. No 722 /2025 [721, 893, 816, 903]
story-body [272, 566, 456, 811]
story-headline: ಅ.11, 13 ಮತ್ತು 15 ರಂದು 33 ಕೆ.ವಿ ಅಳವಂಡಿ ವ್ಯಾಪ್ತಿಯಲ್ಲಿ ವಿದ್ಯುತ್ ವ್ಯತ್ಯಯ [664, 1173, 872, 1241]
story-text: ಮಾನ್ವಿ: ಪಟ್ಟಣದ ವಾಲ್ಮೀಕಿ ವೃತ್ತದಲ್ಲಿ ವೆಲ್ಫೇರ್ ಪಾರ್ಟಿ ಆಫ್ ಇಂಡಿಯಾ ತಾಲೂಕು ಘಟಕವತಿಯಿಂದ ಹಮ್ಮಿಕೊಂಡ ಕಲ್ಯಾಣ ಕರ್ನಾಟಕ ನ್ಯಾಯಪೂರ್ಣ ಅಭಿವೃದ್ಧಿ ಜಾಥಾ ಕಾರ್ಯಕ್ರಮದಲ್ಲಿ ವೆಲ್ಫೇರ್ ಪಾರ್ಟಿ ಆಫ್ ಇಂಡಿಯಾ ರಾಜ್ಯಾಧ್ಯಕ್ಷರಾದ ತಾಹಿರ್ ಹುಸೇನ್ ಮಾತನಾಡಿ ಕಲ್ಯಾಣ ಕರ್ನಾಟಕದ ಅಭಿವೃದ್ಧಿಗಾಗಿ 2013 ರಲ್ಲಿ ಸಂವಿಧಾನದ 98ನೇ ತಿದ್ದುಪಡಿ ಮಾಡುವ ಮೂಲಕ ಕಲ್ಯಾಣ ಕರ್ನಾಟಕಕ್ಕೆ ವಿಶೇಷ ಸ್ಥಾನಮಾನ ದೊರೆತ್ತಿದ್ದು ಕಲ್ಯಾಣ ಕರ್ನಾಟಕ ಪ್ರದೇಶ ಅಭಿವೃದ್ಧಿ ಮಂಡಳಿಯ ಮೂಲಕ ಇದುವರೆಗೆ ಕಳೆದ 12 ವರ್ಷಗಳಲ್ಲಿ25 ಸಾವಿರ ಕೋಟಿ ಅನುದಾನವನ್ನು ರಾಜ್ಯ ಸರ್ಕಾರದಿಂದ ಬಿಡುಗಡೆಯಾಗಿದ್ದರೂ ಕೂಡ ಇದುವರೆಗೂ ಈ ಭಾಗದ 29 ತಾಲೂಕುಗಳು ಅತ್ಯಂತ ಹಿಂದುಳಿದಿವೆ. ಮತ್ತು ನೀರಾವರಿ ಸೌಲಭ್ಯದಲ್ಲಿ ಹಿಂದುಳಿದಿವೆ. ಶಿಕ್ಷಣ, ಆರೋಗ್ಯ, ಉದ್ಯೋಗ ಹಾಗೂ ಮೂಲ ಸೌಕರ್ಯಗಳ ಕೊರತೆ ಎದ್ದು ಕಾಣುತ್ತಿದೆ. ಎಲ್ಲ ನೀರಾವರಿ ಯೋಜನೆಗಳನ್ನು ಶೀಘ್ರದಲ್ಲಿ ಪ್ರಾರಂಭ [272, 1005, 456, 1121]
story-body [652, 1248, 885, 1547]
story-headline: ಮಾನ್ವಿ ವಕೀಲರ ಸಂಘದಿಂದ ಮುಖ್ಯಮಂತ್ರಿಗಳಿಗೆ ಮನವಿ [66, 156, 234, 202]
story-text: ಮಾಡಬೇಕು ಸೇರಿದಂತೆ ಇತರ ಹಲವು ಯೋಜನೆಗಳ ಜಾರಿಗಾಗಿ ಒತ್ತಾಯಿಸಿ ಈ ಭಾಗದ ಅಭಿವೃದ್ಧಿಗಾಗಿ ಅ.6 ರಂದು ಬಳ್ಳಾರಿಯಿಂದ ಜಾಥಾ ಪ್ರಾರಂಭವಾಗಿದ್ದು ಅ.13 ರಂದು ಬೀದರ್ ನಲ್ಲಿ ಮುಕ್ತಾಯವಾಗಲಿದೆ. ಮಾರ್ಗದಲ್ಲಿ ಬರುವ ಎಲ್ಲಾ ತಾಲೂಕು ಮತ್ತು ಹಳ್ಳಿಗಳಲ್ಲಿನ ಜನರಿಗೆ ಜಾಗೃತಿ ಮೂಡಿಸಲಾಗುತ್ತದೆ. ಪಟ್ಟಣದ ವಾಲ್ಮೀಕಿ ವೃತ್ತದಿಂದ ಬಸವ ವೃತ್ತದ ವರೆಗೆ ಜಾಗೃತಿ ಜಾಥ ನಡೆಯಿತು. ರಾಜ್ಯ ಉಪಾಧ್ಯಕ್ಷ ಶ್ರೀಕಾಂತ್ ಸಾಲಿಮಾನ್, ರಾಜ್ಯ ಖಜಾಂಚಿ ಸೆರಾಜ ಮಂಗಳೂರು, ವಲಯ ಕಾರ್ಯದರ್ಶಿ ಇಕ್ಬಾಲ್ ಬೀದರ್, ರಾಯ ಚೂರು ಜಿಲ್ಲಾ ಅಧ್ಯಕ್ಷ ಶೇಕ್ ಫರೀದ್ ಉಮರಿ, ತಾಲೂಕು ಅಧ್ಯಕ್ಷ ಬಾಬಾ ಹುಸೇನ್ ಗಚ್ಚಿ, ರಘುವೀರ ನಾಯಕ, ಅಶೋಕ, ಮಹೇಶ, ಮಹಮ್ಮದ್ ಖಾಜಾ ಸೇರಿದಂತೆ ನೂರಾರು ಜನರು ಭಾಗವಹಿಸಿದರು. [461, 995, 645, 1100]
story-body [462, 566, 646, 811]
petitioner-label: ....PETITIONER [814, 904, 877, 915]
respondent-name: TO , THE TAHASILDAR [660, 926, 757, 937]
masthead-english [323, 117, 661, 134]
order-line: CHIEF MINISTRIAL OFFICER [754, 1125, 877, 1136]
quote-author-role: ವಿಜಯನಗರ ಜಿಲ್ಲಾಧ್ಯಕ್ಷರು, ಅಖಿಲ ಭಾರತ ದಲಿತ ಹಕ್ಕುಗಳ ಆಂದೋಲನ [720, 758, 877, 766]
portrait-photo [182, 1115, 265, 1205]
notice-title-line2: AND JMFC AT SIRUGUPPA [670, 876, 867, 893]
story-body [35, 826, 265, 1074]
story-columns [272, 1344, 645, 1547]
divider [270, 1318, 647, 1320]
lead-photo-column [652, 245, 885, 505]
